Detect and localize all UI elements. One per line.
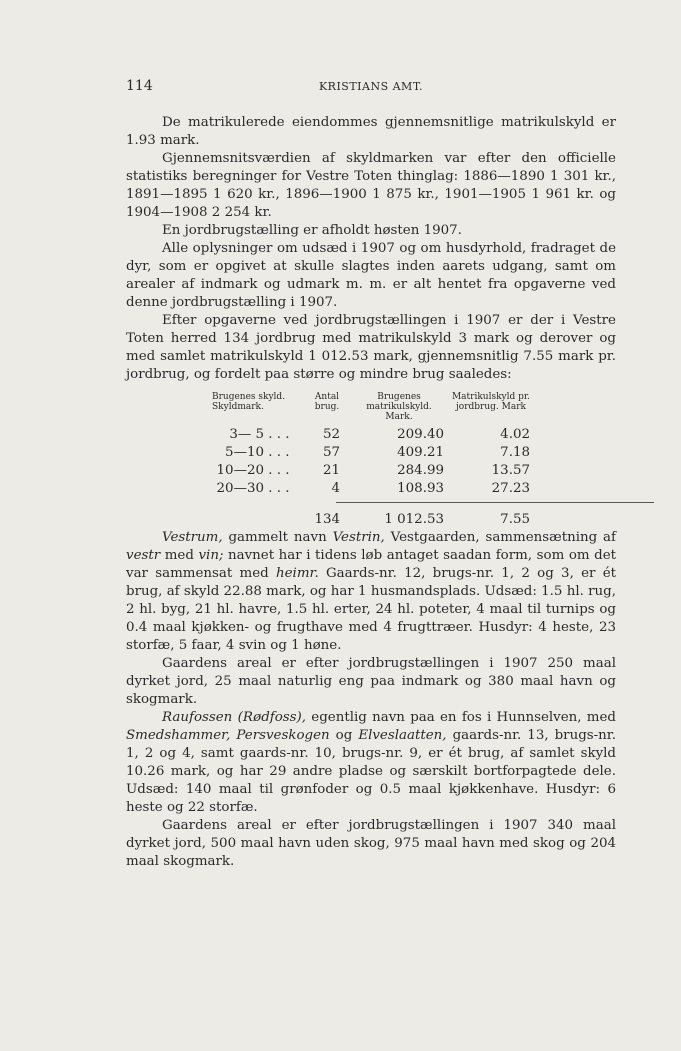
cell-per: 13.57	[491, 463, 530, 478]
running-head: KRISTIANS AMT.	[318, 80, 424, 93]
table-total-row	[126, 511, 616, 529]
table-row	[126, 480, 616, 498]
cell-count: 21	[322, 463, 340, 478]
col-header: Matrikulskyld pr. jordbrug. Mark	[451, 392, 531, 412]
cell-dots: . . .	[268, 445, 290, 460]
cell-per: 27.23	[491, 481, 530, 496]
paragraph: Efter opgaverne ved jordbrugstællingen i 1907 er der i Vestre Toten herred 134 jordbrug med matrikulskyld 3 mark og derover og med samlet matrikulskyld 1 012.53 mark, gjennemsnitlig 7.55 mark pr. jordbrug, og fordelt paa større og mindre brug saaledes:	[126, 313, 616, 382]
page-number: 114	[126, 78, 153, 94]
paragraph: En jordbrugstælling er afholdt høsten 1907.	[162, 223, 462, 238]
cell-dots: . . .	[268, 463, 290, 478]
page-header	[126, 78, 616, 98]
col-header: Brugenes matrikulskyld. Mark.	[366, 392, 432, 422]
place-name: Raufossen	[162, 710, 233, 725]
body-text	[126, 114, 616, 871]
paragraph-raufossen: Raufossen (Rødfoss), egentlig navn paa en fos i Hunnselven, med Smedshammer, Persveskogen og Elveslaatten, gaards-nr. 13, brugs-nr. 1, 2 og 4, samt gaards-nr. 10, brugs-nr. 9, er ét brug, af samlet skyld 10.26 mark, og har 29 andre pladse og særskilt bortforpagtede dele. Udsæd: 140 maal til grønfoder og 0.5 maal kjøkkenhave. Husdyr: 6 heste og 22 storfæ.	[126, 710, 616, 815]
paragraph: Alle oplysninger om udsæd i 1907 og om husdyrhold, fradraget de dyr, som er opgivet at skulle slagtes inden aarets udgang, samt om arealer af indmark og udmark m. m. er alt hentet fra opgaverne ved denne jordbrugstælling i 1907.	[126, 241, 616, 310]
total-rule	[336, 502, 654, 503]
total-per: 7.55	[500, 512, 530, 527]
skyld-table	[126, 392, 616, 529]
total-skyld: 1 012.53	[384, 512, 444, 527]
cell-range: 10—20	[216, 463, 264, 478]
place-name: Vestrum,	[162, 530, 223, 545]
cell-range: 3— 5	[229, 427, 264, 442]
paragraph: Gaardens areal er efter jordbrugstællingen i 1907 340 maal dyrket jord, 500 maal havn uden skog, 975 maal havn med skog og 204 maal skogmark.	[126, 818, 616, 869]
paragraph: De matrikulerede eiendommes gjennemsnitlige matrikulskyld er 1.93 mark.	[126, 115, 616, 148]
cell-dots: . . .	[268, 481, 290, 496]
cell-per: 4.02	[500, 427, 530, 442]
cell-range: 20—30	[216, 481, 264, 496]
table-header	[126, 392, 616, 422]
cell-count: 52	[322, 427, 340, 442]
paragraph-vestrum: Vestrum, gammelt navn Vestrin, Vestgaarden, sammensætning af vestr med vin; navnet har i tidens løb antaget saadan form, som om det var sammensat med heimr. Gaards-nr. 12, brugs-nr. 1, 2 og 3, er ét brug, af skyld 22.88 mark, og har 1 husmandsplads. Udsæd: 1.5 hl. rug, 2 hl. byg, 21 hl. havre, 1.5 hl. erter, 24 hl. poteter, 4 maal til turnips og 0.4 maal kjøkken- og frugthave med 4 frugttræer. Husdyr: 4 heste, 23 storfæ, 5 faar, 4 svin og 1 høne.	[126, 530, 617, 653]
cell-skyld: 409.21	[397, 445, 444, 460]
cell-per: 7.18	[500, 445, 530, 460]
cell-skyld: 108.93	[397, 481, 444, 496]
col-header: Brugenes skyld. Skyldmark.	[212, 392, 286, 412]
old-name: Vestrin,	[332, 530, 385, 545]
cell-range: 5—10	[225, 445, 264, 460]
cell-count: 57	[322, 445, 340, 460]
col-header: Antal brug.	[314, 392, 340, 412]
cell-skyld: 284.99	[397, 463, 444, 478]
paragraph: Gaardens areal er efter jordbrugstællingen i 1907 250 maal dyrket jord, 25 maal naturlig eng paa indmark og 380 maal havn og skogmark.	[126, 656, 616, 707]
total-count: 134	[314, 512, 340, 527]
cell-skyld: 209.40	[397, 427, 444, 442]
cell-dots: . . .	[268, 427, 290, 442]
paragraph: Gjennemsnitsværdien af skyldmarken var efter den officielle statistiks beregninger for Vestre Toten thinglag: 1886—1890 1 301 kr., 1891—1895 1 620 kr., 1896—1900 1 875 kr., 1901—1905 1 961 kr. og 1904—1908 2 254 kr.	[126, 151, 616, 220]
table-row	[126, 444, 616, 462]
cell-count: 4	[331, 481, 340, 496]
table-row	[126, 462, 616, 480]
table-row	[126, 426, 616, 444]
